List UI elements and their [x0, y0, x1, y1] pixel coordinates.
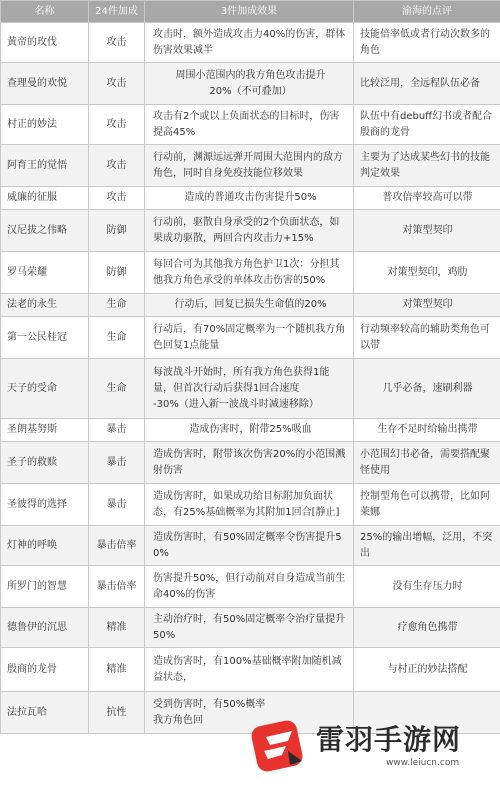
- row-name: 汉尼拔之伟略: [1, 210, 89, 252]
- table-row: [1, 692, 500, 734]
- row-name: 殷商的龙骨: [1, 648, 89, 692]
- table-row: [1, 484, 500, 526]
- row-effect: 造成伤害时，有50%固定概率令伤害提升50%: [145, 526, 354, 566]
- row-comment: 行动频率较高的辅助类角色可以带: [354, 317, 500, 359]
- table-row: [1, 145, 500, 187]
- table-row: [1, 608, 500, 648]
- row-name: 罗马荣耀: [1, 252, 89, 294]
- row-type: 攻击: [89, 23, 145, 63]
- row-comment: 小范围幻书必备，需要搭配聚怪使用: [354, 442, 500, 484]
- row-effect: 行动后，回复已损失生命值的20%: [145, 294, 354, 317]
- row-effect: 造成伤害时，附带该次伤害20%的小范围溅射伤害: [145, 442, 354, 484]
- row-type: 攻击: [89, 63, 145, 105]
- row-comment: [354, 692, 500, 734]
- table-row: [1, 317, 500, 359]
- table-row: [1, 210, 500, 252]
- header-comment: 渝海的点评: [354, 1, 500, 23]
- row-name: 德鲁伊的沉思: [1, 608, 89, 648]
- table-row: [1, 23, 500, 63]
- table-row: [1, 419, 500, 442]
- row-type: 防御: [89, 210, 145, 252]
- row-type: 暴击: [89, 442, 145, 484]
- row-effect: 行动后，有70%固定概率为一个随机我方角色回复1点能量: [145, 317, 354, 359]
- row-name: 所罗门的智慧: [1, 566, 89, 608]
- row-name: 威廉的征服: [1, 187, 89, 210]
- header-type: 24件加成: [89, 1, 145, 23]
- row-effect: 每回合可为其他我方角色护卫1次：分担其他我方角色承受的单体攻击伤害的50%: [145, 252, 354, 294]
- header-name: 名称: [1, 1, 89, 23]
- row-name: 灯神的呼唤: [1, 526, 89, 566]
- row-type: 攻击: [89, 105, 145, 145]
- row-type: 生命: [89, 317, 145, 359]
- table-row: [1, 442, 500, 484]
- table-row: [1, 566, 500, 608]
- row-comment: 主要为了达成某些幻书的技能判定效果: [354, 145, 500, 187]
- row-name: 圣彼得的选择: [1, 484, 89, 526]
- row-type: 生命: [89, 359, 145, 419]
- row-effect: 造成伤害时，有100%基础概率附加随机减益状态，: [145, 648, 354, 692]
- row-effect: 周围小范围内的我方角色攻击提升 20%（不可叠加）: [175, 69, 326, 97]
- row-effect: 伤害提升50%，但行动前对自身造成当前生命40%的伤害: [145, 566, 354, 608]
- row-comment: 没有生存压力时: [354, 566, 500, 608]
- row-effect: 主动治疗时，有50%固定概率令治疗量提升50%: [145, 608, 354, 648]
- row-type: 暴击: [89, 484, 145, 526]
- row-name: 天子的受命: [1, 359, 89, 419]
- row-name: 查理曼的欢悦: [1, 63, 89, 105]
- table-row: [1, 187, 500, 210]
- row-name: 圣子的救赎: [1, 442, 89, 484]
- row-type: 暴击倍率: [89, 566, 145, 608]
- row-comment: 控制型角色可以携带，比如阿莱娜: [354, 484, 500, 526]
- row-type: 防御: [89, 252, 145, 294]
- header-effect: 3件加成效果: [145, 1, 354, 23]
- table-row: [1, 252, 500, 294]
- row-effect: 受到伤害时，有50%概率 我方角色回: [153, 698, 266, 726]
- row-type: 暴击: [89, 419, 145, 442]
- row-name: 第一公民桂冠: [1, 317, 89, 359]
- row-name: 圣朗基努斯: [1, 419, 89, 442]
- row-name: 法老的永生: [1, 294, 89, 317]
- row-type: 抗性: [89, 692, 145, 734]
- table-row: [1, 294, 500, 317]
- table-header-row: [1, 1, 500, 23]
- table-row: [1, 648, 500, 692]
- row-comment: 对策型契印: [354, 294, 500, 317]
- watermark-title: 雷羽手游网: [316, 723, 462, 756]
- table-row: [1, 105, 500, 145]
- row-effect: 造成伤害时，如果成功给目标附加负面状态，有25%基础概率为其附加1回合[静止]: [145, 484, 354, 526]
- row-type: 暴击倍率: [89, 526, 145, 566]
- row-comment: 疗愈角色携带: [354, 608, 500, 648]
- row-comment: 生存不足时给输出携带: [354, 419, 500, 442]
- row-effect: 攻击有2个或以上负面状态的目标时，伤害提高45%: [145, 105, 354, 145]
- row-effect: 造成的普通攻击伤害提升50%: [145, 187, 354, 210]
- row-effect: 每波战斗开始时，所有我方角色获得1能量，但首次行动后获得1回合速度 -30%（进入新一波战斗时减速移除）: [153, 366, 330, 410]
- row-type: 攻击: [89, 187, 145, 210]
- row-comment: 对策型契印: [354, 210, 500, 252]
- row-effect: 攻击时，额外造成攻击力40%的伤害，群体伤害效果减半: [145, 23, 354, 63]
- row-effect: 造成伤害时，附带25%吸血: [145, 419, 354, 442]
- row-comment: 25%的输出增幅，泛用，不突出: [354, 526, 500, 566]
- row-name: 村正的妙法: [1, 105, 89, 145]
- row-comment: 队伍中有debuff幻书或者配合殷商的龙骨: [354, 105, 500, 145]
- row-name: 黄帝的玫伐: [1, 23, 89, 63]
- table-row: [1, 63, 500, 105]
- row-comment: 普攻倍率较高可以带: [354, 187, 500, 210]
- row-effect: 行动前，渊源远远弹开周围大范围内的敌方角色，同时自身免疫技能位移效果: [145, 145, 354, 187]
- row-comment: 几乎必备，速刷利器: [354, 359, 500, 419]
- row-comment: 比较泛用，全远程队伍必备: [354, 63, 500, 105]
- row-type: 生命: [89, 294, 145, 317]
- row-name: 阿育王的觉悟: [1, 145, 89, 187]
- row-comment: 与村正的妙法搭配: [354, 648, 500, 692]
- watermark-url: www.leiucn.com: [386, 758, 460, 768]
- row-type: 精准: [89, 648, 145, 692]
- row-type: 精准: [89, 608, 145, 648]
- table-row: [1, 526, 500, 566]
- row-effect: 行动前，驱散自身承受的2个负面状态，如果成功驱散，两回合内攻击力+15%: [145, 210, 354, 252]
- row-name: 法拉瓦哈: [1, 692, 89, 734]
- row-comment: 对策型契印，鸡肋: [354, 252, 500, 294]
- table-row: [1, 359, 500, 419]
- row-comment: 技能倍率低或者行动次数多的角色: [354, 23, 500, 63]
- row-type: 攻击: [89, 145, 145, 187]
